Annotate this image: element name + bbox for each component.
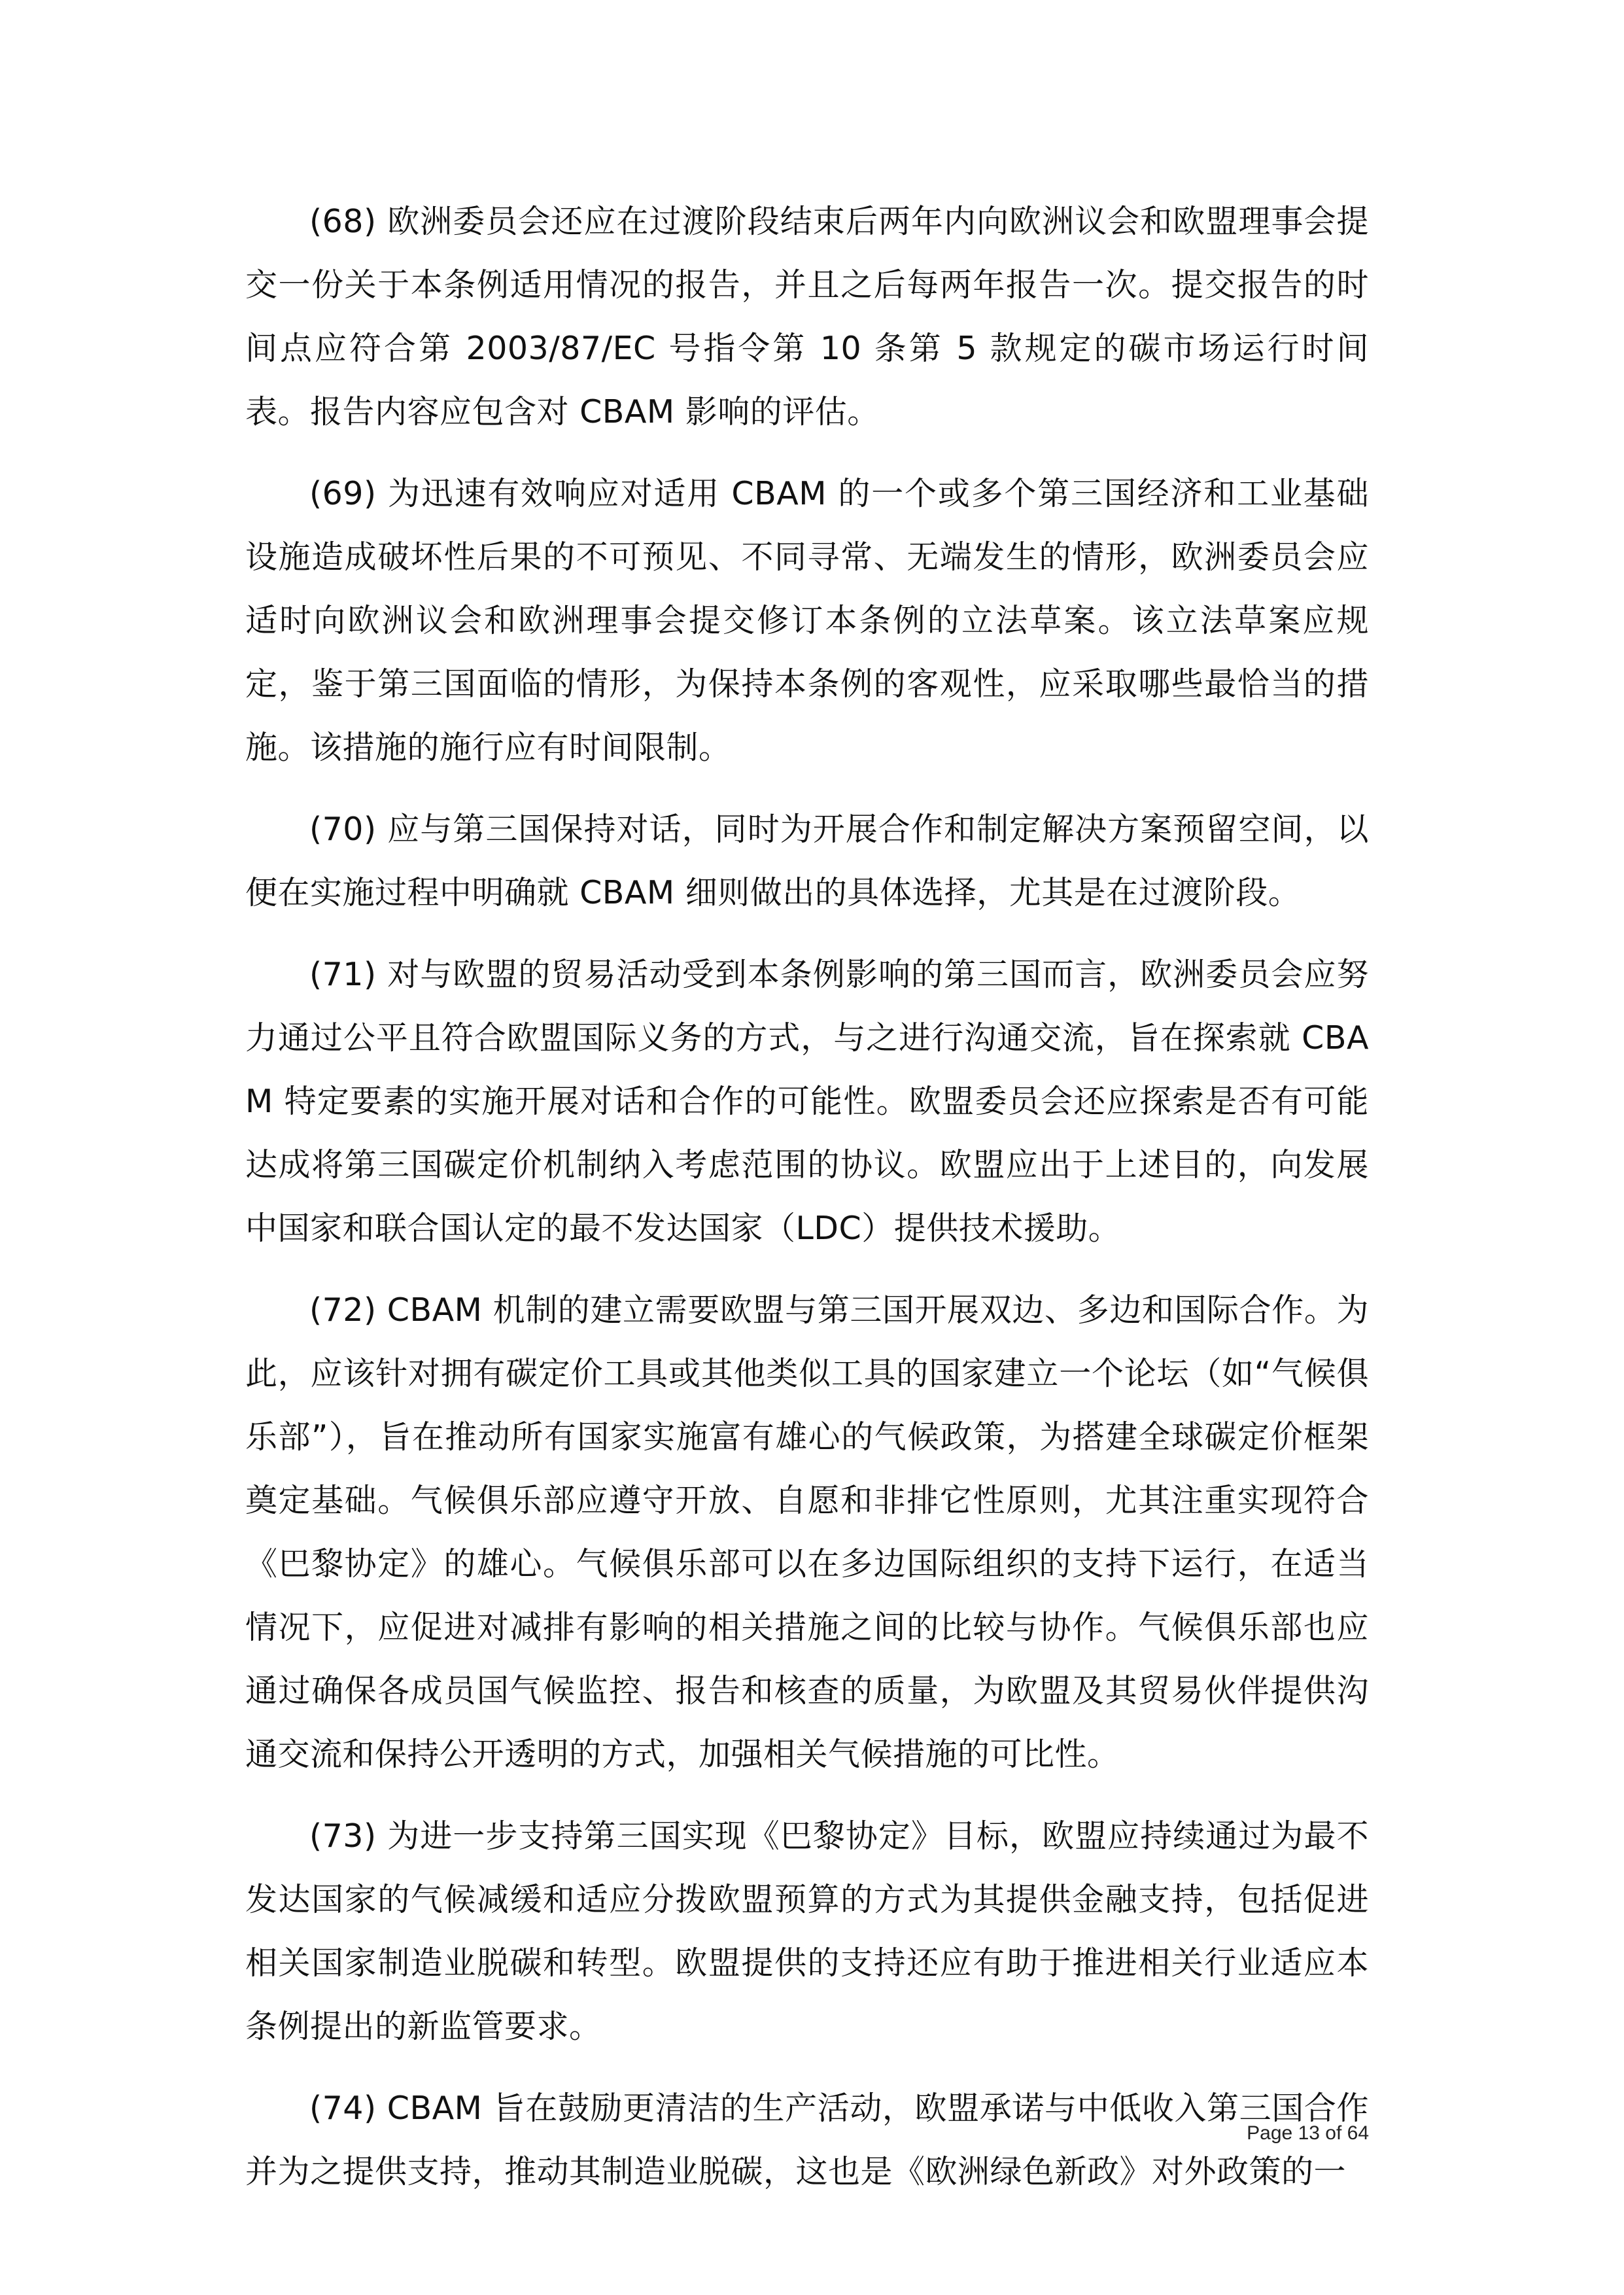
paragraph-71: (71) 对与欧盟的贸易活动受到本条例影响的第三国而言，欧洲委员会应努力通过公平且符合欧盟国际义务的方式，与之进行沟通交流，旨在探索就 CBAM 特定要素的实施开展对话和合作的可能性。欧盟委员会还应探索是否有可能达成将第三国碳定价机制纳入考虑范围的协议。欧盟应出于上述目的，向发展中国家和联合国认定的最不发达国家（LDC）提供技术援助。 <box>245 956 1369 1247</box>
page-number: Page 13 of 64 <box>1247 2122 1369 2144</box>
paragraph-68: (68) 欧洲委员会还应在过渡阶段结束后两年内向欧洲议会和欧盟理事会提交一份关于本条例适用情况的报告，并且之后每两年报告一次。提交报告的时间点应符合第 2003/87/EC 号指令第 10 条第 5 款规定的碳市场运行时间表。报告内容应包含对 CBAM 影响的评估。 <box>245 203 1369 430</box>
paragraph-70: (70) 应与第三国保持对话，同时为开展合作和制定解决方案预留空间，以便在实施过程中明确就 CBAM 细则做出的具体选择，尤其是在过渡阶段。 <box>245 811 1369 911</box>
body-text <box>245 190 1369 2222</box>
paragraph-72: (72) CBAM 机制的建立需要欧盟与第三国开展双边、多边和国际合作。为此，应该针对拥有碳定价工具或其他类似工具的国家建立一个论坛（如“气候俱乐部”），旨在推动所有国家实施富有雄心的气候政策，为搭建全球碳定价框架奠定基础。气候俱乐部应遵守开放、自愿和非排它性原则，尤其注重实现符合《巴黎协定》的雄心。气候俱乐部可以在多边国际组织的支持下运行，在适当情况下，应促进对减排有影响的相关措施之间的比较与协作。气候俱乐部也应通过确保各成员国气候监控、报告和核查的质量，为欧盟及其贸易伙伴提供沟通交流和保持公开透明的方式，加强相关气候措施的可比性。 <box>245 1291 1369 1773</box>
paragraph-69: (69) 为迅速有效响应对适用 CBAM 的一个或多个第三国经济和工业基础设施造成破坏性后果的不可预见、不同寻常、无端发生的情形，欧洲委员会应适时向欧洲议会和欧洲理事会提交修订本条例的立法草案。该立法草案应规定，鉴于第三国面临的情形，为保持本条例的客观性，应采取哪些最恰当的措施。该措施的施行应有时间限制。 <box>245 475 1369 766</box>
paragraph-73: (73) 为进一步支持第三国实现《巴黎协定》目标，欧盟应持续通过为最不发达国家的气候减缓和适应分拨欧盟预算的方式为其提供金融支持，包括促进相关国家制造业脱碳和转型。欧盟提供的支持还应有助于推进相关行业适应本条例提出的新监管要求。 <box>245 1817 1369 2045</box>
paragraph-74: (74) CBAM 旨在鼓励更清洁的生产活动，欧盟承诺与中低收入第三国合作并为之提供支持，推动其制造业脱碳，这也是《欧洲绿色新政》对外政策的一 <box>245 2090 1369 2190</box>
